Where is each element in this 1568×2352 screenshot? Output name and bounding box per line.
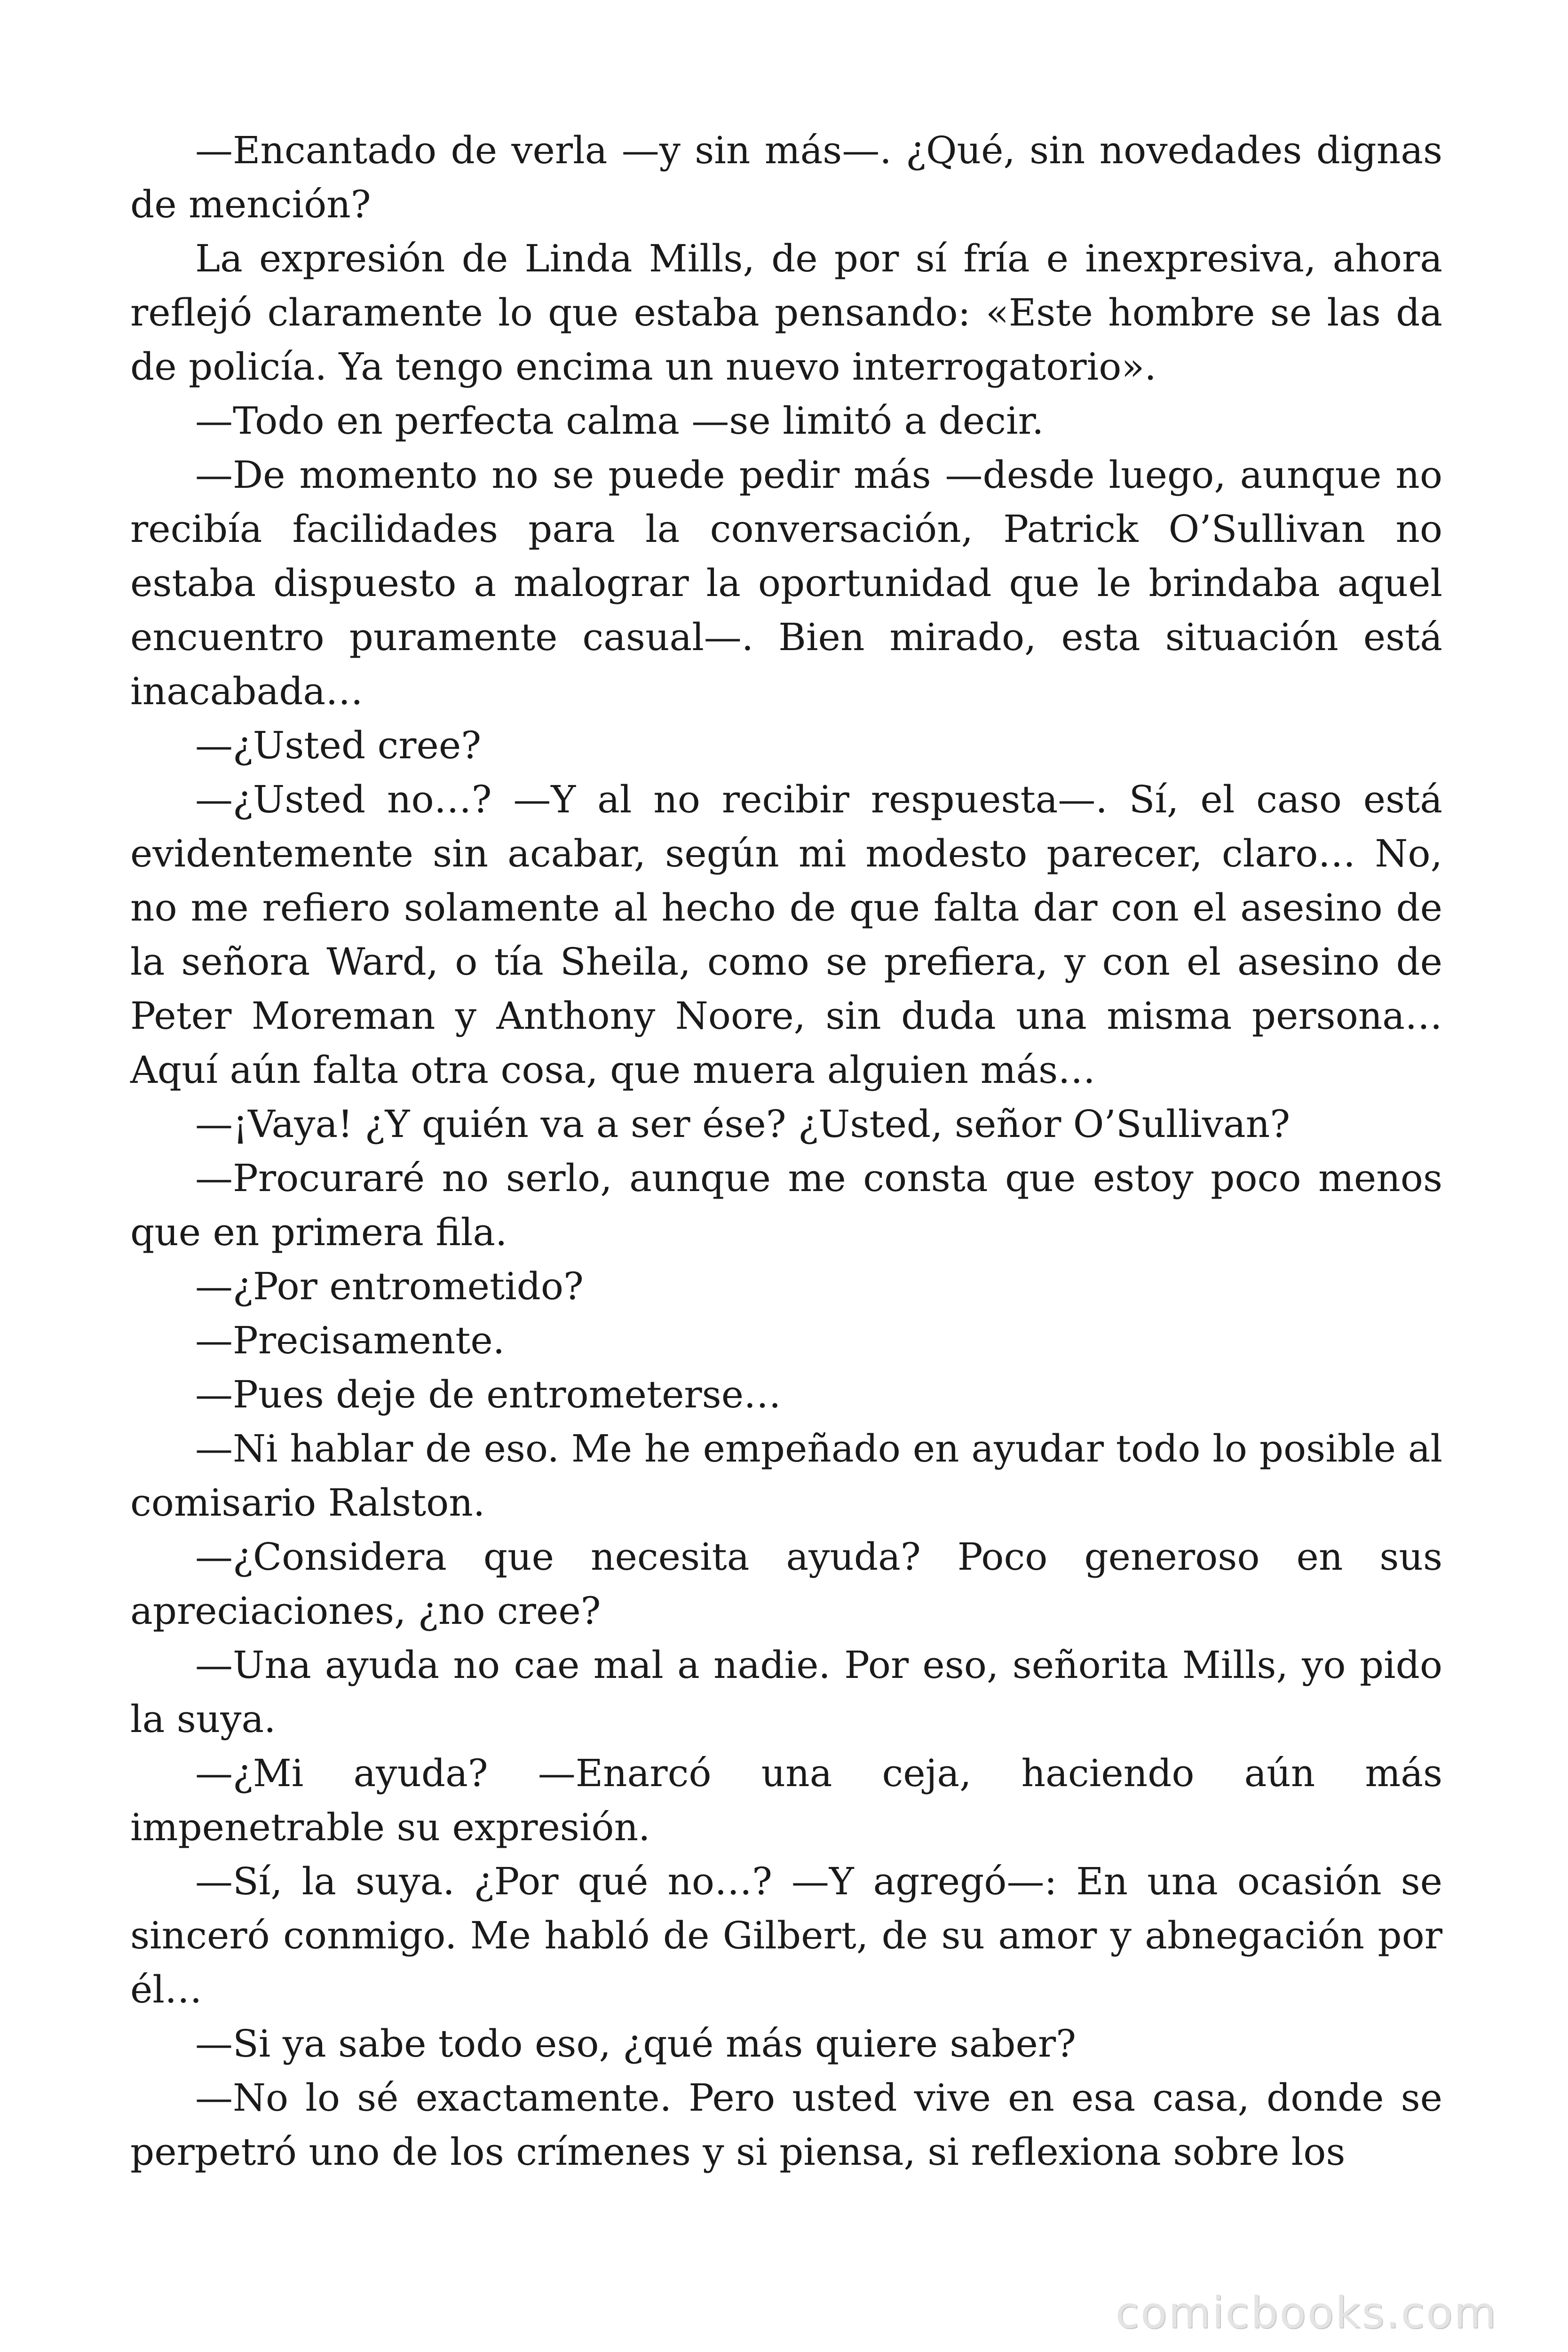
paragraph-7: —¡Vaya! ¿Y quién va a ser ése? ¿Usted, señor O’Sullivan?	[195, 1102, 1291, 1146]
paragraph-8: —Procuraré no serlo, aunque me consta que estoy poco menos que en primera fila.	[130, 1156, 1442, 1254]
watermark: comicbooks.com	[1115, 2288, 1497, 2338]
paragraph-17: —Si ya sabe todo eso, ¿qué más quiere saber?	[195, 2022, 1076, 2066]
paragraph-16: —Sí, la suya. ¿Por qué no…? —Y agregó—: En una ocasión se sinceró conmigo. Me habló de Gilbert, de su amor y abnegación por él…	[130, 1859, 1442, 2011]
paragraph-4: —De momento no se puede pedir más —desde luego, aunque no recibía facilidades para la conversación, Patrick O’Sullivan no estaba dispuesto a malograr la oportunidad que le brindaba aquel encuentro puramente casual—. Bien mirado, esta situación está inacabada…	[130, 453, 1442, 713]
paragraph-5: —¿Usted cree?	[195, 723, 482, 767]
paragraph-11: —Pues deje de entrometerse…	[195, 1373, 782, 1416]
paragraph-10: —Precisamente.	[195, 1319, 505, 1362]
paragraph-18: —No lo sé exactamente. Pero usted vive en esa casa, donde se perpetró uno de los crímenes y si piensa, si reflexiona sobre los	[130, 2076, 1442, 2174]
paragraph-15: —¿Mi ayuda? —Enarcó una ceja, haciendo aún más impenetrable su expresión.	[130, 1751, 1442, 1849]
paragraph-2: La expresión de Linda Mills, de por sí fría e inexpresiva, ahora reflejó claramente lo que estaba pensando: «Este hombre se las da de policía. Ya tengo encima un nuevo interrogatorio».	[130, 237, 1442, 389]
paragraph-6: —¿Usted no…? —Y al no recibir respuesta—. Sí, el caso está evidentemente sin acabar, según mi modesto parecer, claro… No, no me refiero solamente al hecho de que falta dar con el asesino de la señora Ward, o tía Sheila, como se prefiera, y con el asesino de Peter Moreman y Anthony Noore, sin duda una misma persona… Aquí aún falta otra cosa, que muera alguien más…	[130, 778, 1442, 1092]
paragraph-13: —¿Considera que necesita ayuda? Poco generoso en sus apreciaciones, ¿no cree?	[130, 1535, 1442, 1633]
paragraph-14: —Una ayuda no cae mal a nadie. Por eso, señorita Mills, yo pido la suya.	[130, 1643, 1442, 1741]
paragraph-9: —¿Por entrometido?	[195, 1264, 584, 1308]
paragraph-3: —Todo en perfecta calma —se limitó a decir.	[195, 399, 1044, 443]
paragraph-12: —Ni hablar de eso. Me he empeñado en ayudar todo lo posible al comisario Ralston.	[130, 1427, 1442, 1525]
body-text	[130, 123, 1442, 2179]
paragraph-1: —Encantado de verla —y sin más—. ¿Qué, sin novedades dignas de mención?	[130, 128, 1442, 226]
